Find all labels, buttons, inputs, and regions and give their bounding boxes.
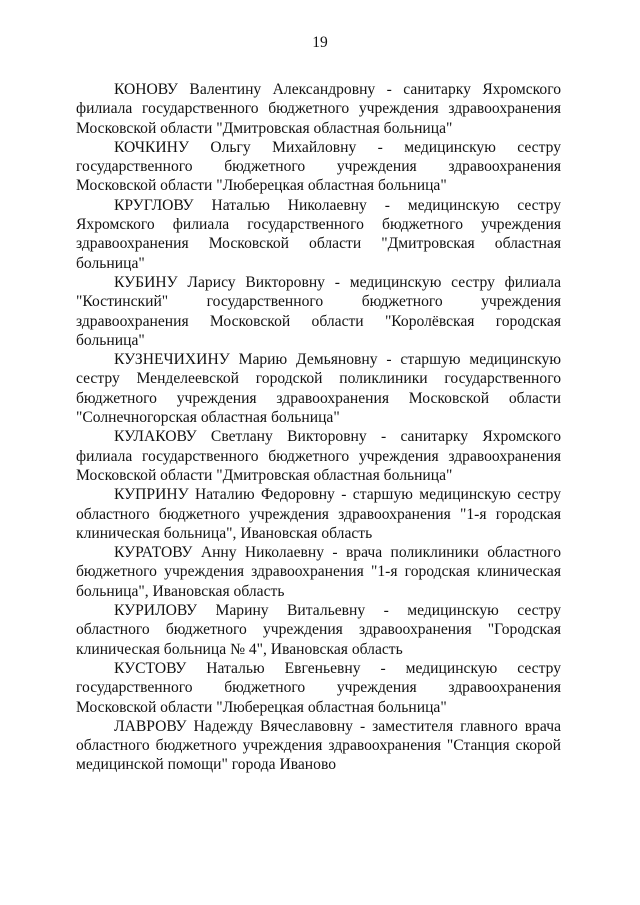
award-entry-7: КУПРИНУ Наталию Федоровну - старшую медицинскую сестру областного бюджетного учреждения здравоохранения "1-я городская клиническая больница", Ивановская область xyxy=(76,486,561,542)
award-entry-5: КУЗНЕЧИХИНУ Марию Демьяновну - старшую медицинскую сестру Менделеевской городской поликлиники государственного бюджетного учреждения здравоохранения Московской области "Солнечногорская областная больница" xyxy=(76,351,561,427)
award-entry-4: КУБИНУ Ларису Викторовну - медицинскую сестру филиала "Костинский" государственного бюджетного учреждения здравоохранения Московской области "Королёвская городская больница" xyxy=(76,273,561,349)
award-entry-1: КОНОВУ Валентину Александровну - санитарку Яхромского филиала государственного бюджетного учреждения здравоохранения Московской области "Дмитровская областная больница" xyxy=(76,81,561,137)
award-entry-10: КУСТОВУ Наталью Евгеньевну - медицинскую сестру государственного бюджетного учреждения здравоохранения Московской области "Люберецкая областная больница" xyxy=(76,659,561,716)
award-entry-6: КУЛАКОВУ Светлану Викторовну - санитарку Яхромского филиала государственного бюджетного учреждения здравоохранения Московской области "Дмитровская областная больница" xyxy=(76,428,561,484)
page-number: 19 xyxy=(312,34,328,51)
award-entry-3: КРУГЛОВУ Наталью Николаевну - медицинскую сестру Яхромского филиала государственного бюджетного учреждения здравоохранения Московской области "Дмитровская областная больница" xyxy=(76,196,561,272)
award-entry-8: КУРАТОВУ Анну Николаевну - врача поликлиники областного бюджетного учреждения здравоохранения "1-я городская клиническая больница", Ивановская область xyxy=(76,544,561,600)
document-body xyxy=(76,80,561,775)
award-entry-2: КОЧКИНУ Ольгу Михайловну - медицинскую сестру государственного бюджетного учреждения здравоохранения Московской области "Люберецкая областная больница" xyxy=(76,138,561,195)
award-entry-11: ЛАВРОВУ Надежду Вячеславовну - заместителя главного врача областного бюджетного учреждения здравоохранения "Станция скорой медицинской помощи" города Иваново xyxy=(76,717,561,774)
award-entry-9: КУРИЛОВУ Марину Витальевну - медицинскую сестру областного бюджетного учреждения здравоохранения "Городская клиническая больница № 4", Ивановская область xyxy=(76,602,561,658)
